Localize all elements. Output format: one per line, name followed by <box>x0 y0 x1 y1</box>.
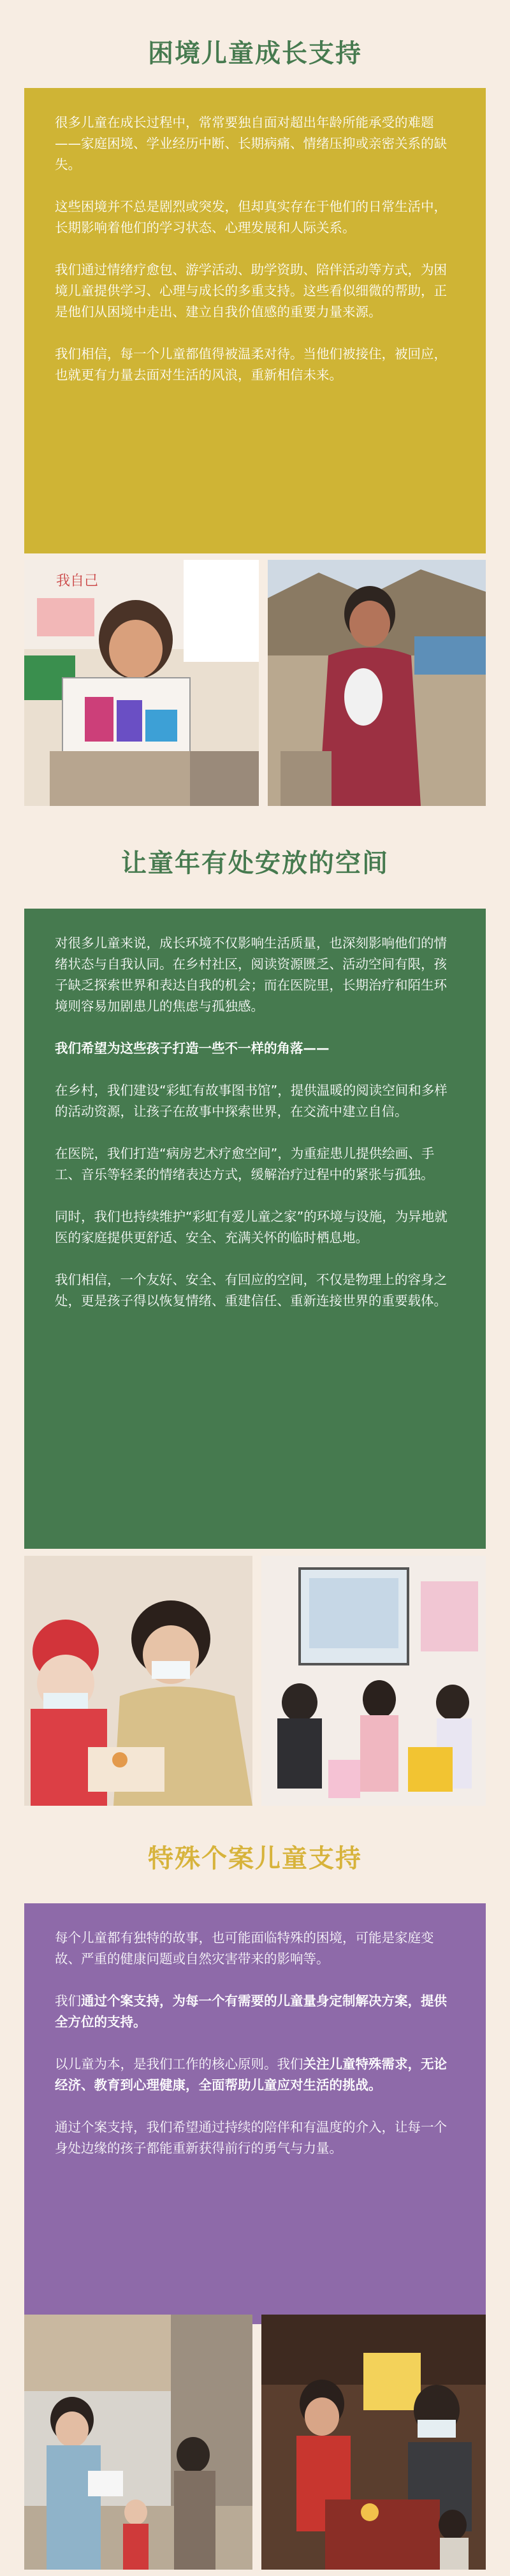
section3-paragraph <box>55 2054 455 2096</box>
section3-highlight: 通过个案支持，为每一个有需要的儿童量身定制解决方案，提供全方位的支持。 <box>55 1993 447 2030</box>
photo-volunteer-home-visit <box>24 2315 252 2570</box>
section2-card <box>24 909 486 1549</box>
section1-paragraph: 很多儿童在成长过程中，常常要独自面对超出年龄所能承受的难题——家庭困境、学业经历中断、长期病痛、情绪压抑或亲密关系的缺失。 <box>55 115 447 172</box>
section3-highlight: 关注儿童特殊需求，无论经济、教育到心理健康，全面帮助儿童应对生活的挑战。 <box>55 2056 447 2093</box>
section2-paragraph: 在乡村，我们建设“彩虹有故事图书馆”，提供温暖的阅读空间和多样的活动资源，让孩子在故事中探索世界，在交流中建立自信。 <box>55 1083 448 1119</box>
section2-paragraph: 在医院，我们打造“病房艺术疗愈空间”，为重症患儿提供绘画、手工、音乐等轻柔的情绪表达方式，缓解治疗过程中的紧张与孤独。 <box>55 1146 435 1182</box>
section3-text: 我们 <box>55 1993 81 2009</box>
section3-text: 以儿童为本，是我们工作的核心原则。我们 <box>55 2056 303 2072</box>
section2-paragraph: 同时，我们也持续维护“彩虹有爱儿童之家”的环境与设施，为异地就医的家庭提供更舒适、安全、充满关怀的临时栖息地。 <box>55 1209 448 1245</box>
section3-card <box>24 1903 486 2324</box>
photo-girl-with-drawing <box>24 560 259 806</box>
section2-paragraph: 我们相信，一个友好、安全、有回应的空间，不仅是物理上的容身之处，更是孩子得以恢复情绪、重建信任、重新连接世界的重要载体。 <box>55 1272 447 1308</box>
section2-highlight: 我们希望为这些孩子打造一些不一样的角落—— <box>55 1041 330 1056</box>
section3-title: 特殊个案儿童支持 <box>148 1844 362 1873</box>
section1-paragraph: 我们通过情绪疗愈包、游学活动、助学资助、陪伴活动等方式，为困境儿童提供学习、心理与成长的多重支持。这些看似细微的帮助，正是他们从困境中走出、建立自我价值感的重要力量来源。 <box>55 262 447 319</box>
section2-paragraph: 对很多儿童来说，成长环境不仅影响生活质量，也深刻影响他们的情绪状态与自我认同。在乡村社区，阅读资源匮乏、活动空间有限，孩子缺乏探索世界和表达自我的机会；而在医院里，长期治疗和陌生环境则容易加剧患儿的焦虑与孤独感。 <box>55 935 447 1014</box>
photo-sign-text: 我自己 <box>56 573 99 589</box>
section3-paragraph <box>55 1991 455 2033</box>
section1-card <box>24 88 486 553</box>
photo-hospital-activity-room <box>261 1556 486 1806</box>
section1-paragraph: 我们相信，每一个儿童都值得被温柔对待。当他们被接住，被回应，也就更有力量去面对生活的风浪，重新相信未来。 <box>55 346 447 383</box>
photo-girl-with-toy <box>268 560 486 806</box>
section3-paragraph: 每个儿童都有独特的故事，也可能面临特殊的困境，可能是家庭变故、严重的健康问题或自然灾害带来的影响等。 <box>55 1930 434 1966</box>
section3-paragraph: 通过个案支持，我们希望通过持续的陪伴和有温度的介入，让每一个身处边缘的孩子都能重新获得前行的勇气与力量。 <box>55 2119 447 2156</box>
section1-paragraph: 这些困境并不总是剧烈或突发，但却真实存在于他们的日常生活中，长期影响着他们的学习状态、心理发展和人际关系。 <box>55 199 447 235</box>
section1-title: 困境儿童成长支持 <box>148 39 362 68</box>
section2-title: 让童年有处安放的空间 <box>121 849 389 878</box>
photo-volunteer-crafts <box>24 1556 252 1806</box>
photo-caregiver-children <box>261 2315 486 2570</box>
